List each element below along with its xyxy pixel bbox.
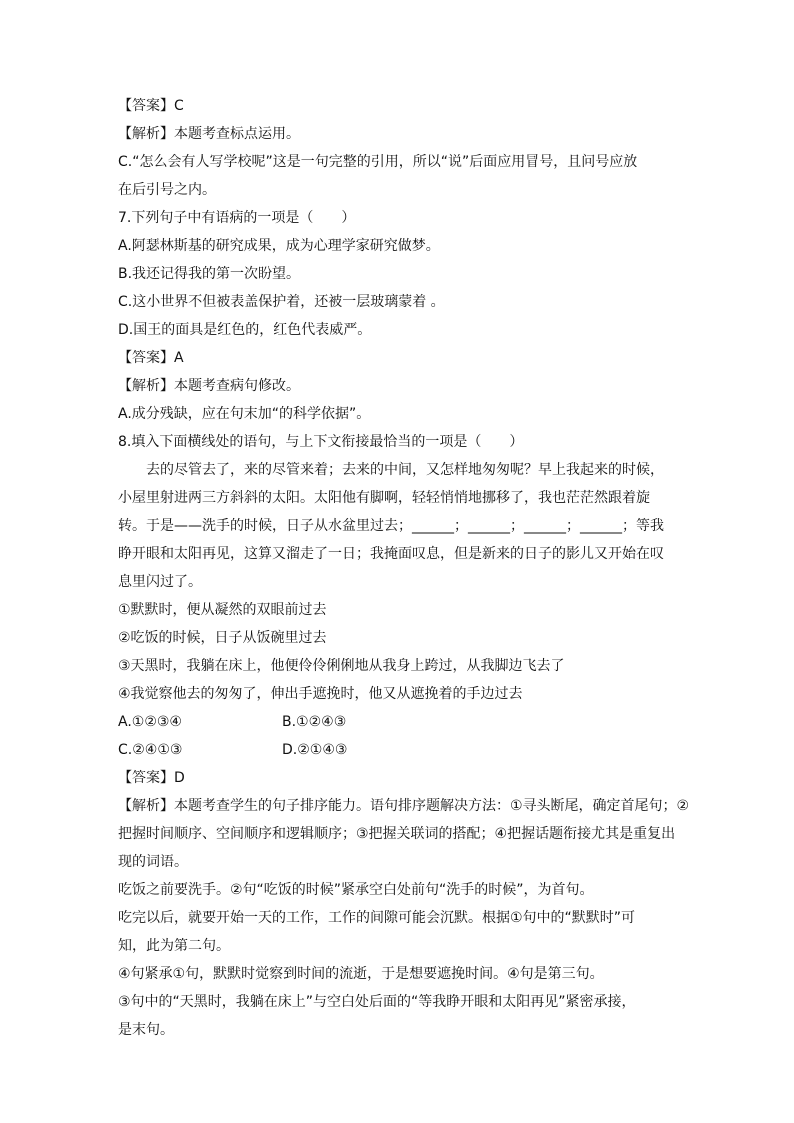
sentence-item: ②吃饭的时候，日子从饭碗里过去 [118,630,327,646]
text-line: 现的词语。 [118,854,188,870]
question-7-option-d: D.国王的面具是红色的，红色代表威严。 [118,322,372,338]
sentence-item: ④我觉察他去的匆匆了，伸出手遮挽时，他又从遮挽着的手边过去 [118,686,523,702]
text-line: ④句紧承①句，默默时觉察到时间的流逝，于是想要遮挽时间。④句是第三句。 [118,966,604,982]
question-7-option-a: A.阿瑟林斯基的研究成果，成为心理学家研究做梦。 [118,238,440,254]
sentence-item: ①默默时，便从凝然的双眼前过去 [118,602,327,618]
question-8-options-row [118,736,708,764]
text-line: A.成分残缺，应在句末加“的科学依据”。 [118,406,371,422]
question-8-option-a: A.①②③④ [118,714,182,730]
sentence-item: ③天黑时，我躺在床上，他便伶伶俐俐地从我身上跨过，从我脚边飞去了 [118,658,565,674]
answer-line: 【答案】D [118,770,185,786]
question-7-option-b: B.我还记得我的第一次盼望。 [118,266,301,282]
passage-line: 睁开眼和太阳再见，这算又溜走了一日；我掩面叹息，但是新来的日子的影儿又开始在叹 [118,546,664,562]
passage-line: 转。于是——洗手的时候，日子从水盆里过去；______；______；______；______；等我 [118,518,664,534]
analysis-line: 【解析】本题考查学生的句子排序能力。语句排序题解决方法：①寻头断尾，确定首尾句；② [118,798,690,814]
text-line: 吃完以后，就要开始一天的工作，工作的间隙可能会沉默。根据①句中的“默默时”可 [118,910,636,926]
question-8-option-b: B.①②④③ [282,714,347,730]
text-line: ③句中的“天黑时，我躺在床上”与空白处后面的“等我睁开眼和太阳再见”紧密承接， [118,994,636,1010]
question-8-option-c: C.②④①③ [118,742,183,758]
question-7-stem: 7.下列句子中有语病的一项是（ ） [118,210,356,226]
question-8-option-d: D.②①④③ [282,742,348,758]
analysis-line: 【解析】本题考查病句修改。 [118,378,300,394]
passage-line: 去的尽管去了，来的尽管来着；去来的中间，又怎样地匆匆呢？早上我起来的时候， [146,462,664,478]
answer-line: 【答案】C [118,98,184,114]
text-line: 在后引号之内。 [118,182,216,198]
document-body [118,92,708,1044]
text-line: 知，此为第二句。 [118,938,230,954]
analysis-line: 【解析】本题考查标点运用。 [118,126,300,142]
question-7-option-c: C.这小世界不但被表盖保护着，还被一层玻璃蒙着 。 [118,294,445,310]
passage-line: 小屋里射进两三方斜斜的太阳。太阳他有脚啊，轻轻悄悄地挪移了，我也茫茫然跟着旋 [118,490,650,506]
text-line: 把握时间顺序、空间顺序和逻辑顺序；③把握关联词的搭配；④把握话题衔接尤其是重复出 [118,826,676,842]
question-8-stem: 8.填入下面横线处的语句，与上下文衔接最恰当的一项是（ ） [118,434,524,450]
question-8-options-row [118,708,708,736]
text-line: 吃饭之前要洗手。②句“吃饭的时候”紧承空白处前句“洗手的时候”，为首句。 [118,882,594,898]
passage-line: 息里闪过了。 [118,574,202,590]
text-line: C.“怎么会有人写学校呢”这是一句完整的引用，所以“说”后面应用冒号，且问号应放 [118,154,638,170]
text-line: 是末句。 [118,1022,174,1038]
answer-line: 【答案】A [118,350,184,366]
